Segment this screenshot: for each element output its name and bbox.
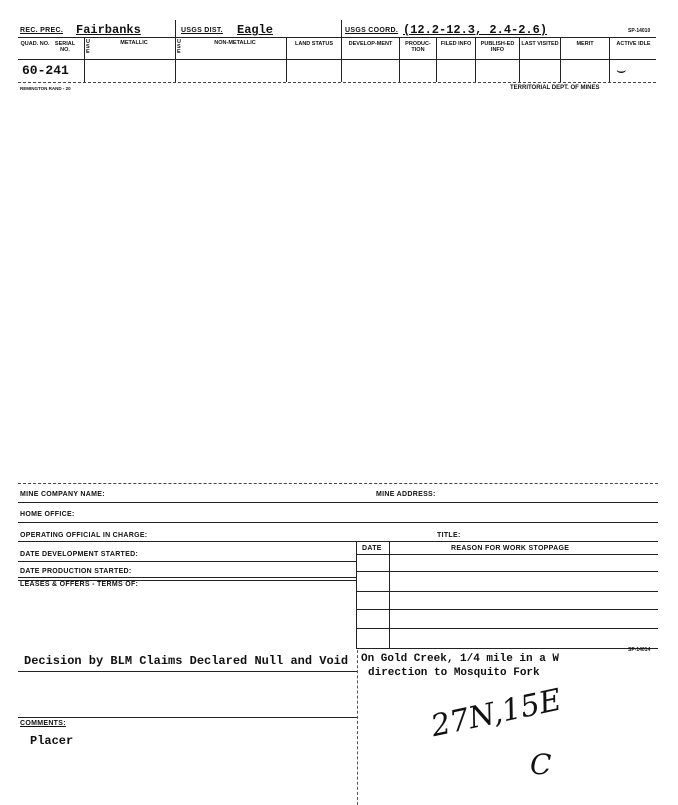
col-non-metallic: NON-METALLIC bbox=[214, 40, 256, 46]
card-footer-left: REMINGTON RAND - 20 bbox=[20, 86, 71, 91]
rec-prec-value: Fairbanks bbox=[76, 23, 141, 37]
col-serial-no: SERIAL NO. bbox=[54, 41, 76, 53]
mine-company-name-label: MINE COMPANY NAME: bbox=[20, 491, 105, 498]
col-last-visited: LAST VISITED bbox=[521, 41, 559, 47]
form-code-mid: SP-14014 bbox=[628, 647, 651, 653]
date-production-started-label: DATE PRODUCTION STARTED: bbox=[20, 568, 132, 575]
rec-prec-label: REC. PREC. bbox=[20, 27, 64, 34]
quad-serial-value: 60-241 bbox=[22, 63, 69, 78]
col-metallic: METALLIC bbox=[120, 40, 148, 46]
col-filed-info: FILED INFO bbox=[440, 41, 472, 47]
col-merit: MERIT bbox=[576, 41, 594, 47]
handwritten-letter: C bbox=[530, 748, 552, 781]
decision-text: Decision by BLM Claims Declared Null and Void bbox=[24, 654, 349, 668]
col-development: DEVELOP-MENT bbox=[348, 41, 393, 47]
col-production: PRODUC-TION bbox=[405, 41, 431, 53]
usgs-coord-label: USGS COORD. bbox=[345, 27, 399, 34]
date-col-label: DATE bbox=[362, 545, 382, 552]
leases-offers-label: LEASES & OFFERS - TERMS OF: bbox=[20, 581, 139, 588]
operating-official-label: OPERATING OFFICIAL IN CHARGE: bbox=[20, 532, 148, 539]
form-code-top: SP-14010 bbox=[628, 28, 651, 34]
home-office-label: HOME OFFICE: bbox=[20, 511, 75, 518]
col-quad-no: QUAD. NO. bbox=[20, 41, 50, 47]
date-development-started-label: DATE DEVELOPMENT STARTED: bbox=[20, 551, 139, 558]
reason-col-label: REASON FOR WORK STOPPAGE bbox=[451, 545, 570, 552]
title-label: TITLE: bbox=[437, 532, 461, 539]
col-published-info: PUBLISH-ED INFO bbox=[480, 41, 515, 53]
col-use-2: USE bbox=[177, 39, 181, 55]
active-idle-mark: ⌣ bbox=[616, 62, 627, 79]
col-use-1: USE bbox=[86, 39, 90, 55]
location-text-1: On Gold Creek, 1/4 mile in a W bbox=[361, 653, 560, 665]
handwritten-township: 27N,15E bbox=[428, 682, 565, 745]
comments-label: COMMENTS: bbox=[20, 720, 66, 727]
location-text-2: direction to Mosquito Fork bbox=[368, 667, 540, 679]
comments-value: Placer bbox=[30, 734, 74, 748]
usgs-dist-label: USGS DIST. bbox=[181, 27, 223, 34]
col-active-idle: ACTIVE IDLE bbox=[616, 41, 651, 47]
usgs-dist-value: Eagle bbox=[237, 23, 274, 37]
usgs-coord-value: (12.2-12.3, 2.4-2.6) bbox=[403, 23, 548, 37]
col-land-status: LAND STATUS bbox=[295, 41, 333, 47]
mine-address-label: MINE ADDRESS: bbox=[376, 491, 436, 498]
card-footer-right: TERRITORIAL DEPT. OF MINES bbox=[510, 85, 600, 91]
